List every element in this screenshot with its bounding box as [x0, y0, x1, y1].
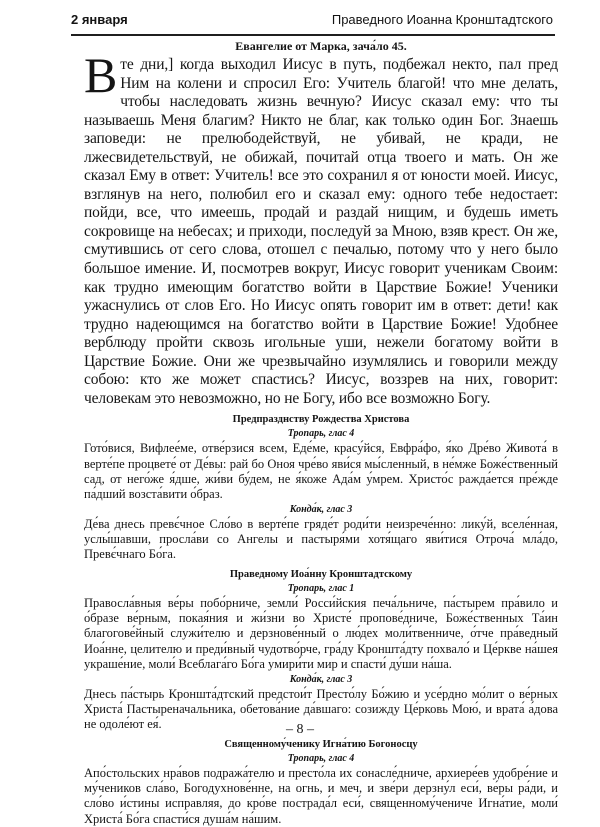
section-title-ignatius: Священному́ченику Игна́тию Богоносцу — [224, 738, 418, 750]
gospel-title: Евангелие от Марка, зача́ло 45. — [235, 39, 407, 53]
hymn-text: Днесь па́стырь Кроншта́дтский предстои́т Престо́лу Бо́жию и усе́рдно мо́лит о ве́рных Христа́ Пастыреначальника, обетова́ние да́вшаго: созижду Це́рковь Мою́, и врата́ а́дова не одоле́ют ея́. — [84, 686, 558, 732]
page-header — [71, 8, 555, 36]
page-body — [84, 39, 558, 827]
section-title-john-kronstadt: Праведному Иоа́нну Кронштадтскому — [229, 568, 413, 580]
hymn-text: Правосла́вныя ве́ры побо́рниче, земли́ Росси́йския печа́льниче, па́стырем пра́вило и о́бразе ве́рным, покая́ния и жи́зни во Христе́ пропове́дниче, Боже́ственных Та́ин благогове́йный служи́телю и дерзнове́нный о лю́дех моли́твенниче, о́тче пра́ведный Иоа́нне, целителю и преди́вный чудотво́рче, гра́ду Кроншта́дту похвало́ и Це́ркве на́шея украше́ние, моли́ Всеблага́го Бо́га умири́ти мир и спасти́ ду́ши на́ша. — [84, 595, 558, 672]
hymn-label: Тропарь, глас 4 — [287, 752, 355, 764]
hymn-text: Гото́вися, Вифлее́ме, отве́рзися всем, Еде́ме, красу́йся, Евфра́фо, я́ко Дре́во Живота́ в верте́пе процвете́ от Де́вы: рай бо Оноя чре́во яви́ся мы́сленный, в не́мже Боже́ственный сад, от него́же я́дше, жи́ви бу́дем, не я́коже Ада́м у́мрем. Христо́с ражда́ется пре́жде па́дший возста́вити о́браз. — [84, 441, 558, 502]
gospel-body: те дни,] когда выходил Иисус в путь, подбежал некто, пал пред Ним на колени и спросил Его: Учитель благой! что мне делать, чтобы наследовать жизнь вечную? Иисус сказал ему: что ты называешь Меня благим? Никто не благ, как только один Бог. Знаешь заповеди: не прелюбодействуй, не убивай, не кради, не лжесвидетельствуй, не обижай, почитай отца твоего и мать. Он же сказал Ему в ответ: Учитель! все это сохранил я от юности моей. Иисус, взглянув на него, полюбил его и сказал ему: одного тебе недостает: пойди, все, что имеешь, продай и раздай нищим, и будешь иметь сокровище на небесах; и приходи, последуй за Мною, взяв крест. Он же, смутившись от сего слова, отошел с печалью, потому что у него было большое имение. И, посмотрев вокруг, Иисус говорит ученикам Своим: как трудно имеющим богатство войти в Царствие Божие! Ученики ужаснулись от слов Его. Но Иисус опять говорит им в ответ: дети! как трудно надеющимся на богатство войти в Царствие Божие! Удобнее верблюду пройти сквозь игольные уши, нежели богатому войти в Царствие Божие. Они же чрезвычайно изумлялись и говорили между собою: кто же может спастись? Иисус, воззрев на них, говорит: человекам это невозможно, но не Богу, ибо все возможно Богу. — [84, 56, 558, 407]
hymn-text: Апо́стольских нра́вов подража́телю и престо́ла их сонасле́дниче, архиере́ев удобре́ние и му́чеников сла́во, Богодухнове́нне, на огнь, и меч, и зве́ри дерзну́л еси́, ве́ры ра́ди, и сло́во и́стины исправляя, до кро́ве пострада́л еси́, священному́чениче Игна́тие, моли́ Христа́ Бо́га спасти́ся душа́м на́шим. — [84, 765, 558, 826]
hymn-label: Конда́к, глас 3 — [289, 503, 353, 515]
page-number: – 8 – — [286, 722, 314, 737]
header-date: 2 января — [71, 12, 128, 27]
drop-cap: В — [84, 47, 118, 103]
hymn-label: Конда́к, глас 3 — [289, 673, 353, 685]
section-title-forefeast: Предпразднству Рождества Христова — [232, 414, 410, 426]
hymn-label: Тропарь, глас 1 — [287, 582, 355, 594]
hymn-label: Тропарь, глас 4 — [287, 428, 355, 440]
gospel-text — [84, 47, 558, 408]
running-title: Праведного Иоанна Кронштадтского — [331, 12, 553, 27]
hymn-text: Де́ва днесь превє́чное Сло́во в верте́пе гряде́т роди́ти неизрече́нно: лику́й, вселе́нная, услы́шавши, просла́ви со Ангелы и пастыря́ми хотя́щаго яви́тися Отроча́ мла́до, Превє́чнаго Бо́га. — [84, 516, 558, 562]
